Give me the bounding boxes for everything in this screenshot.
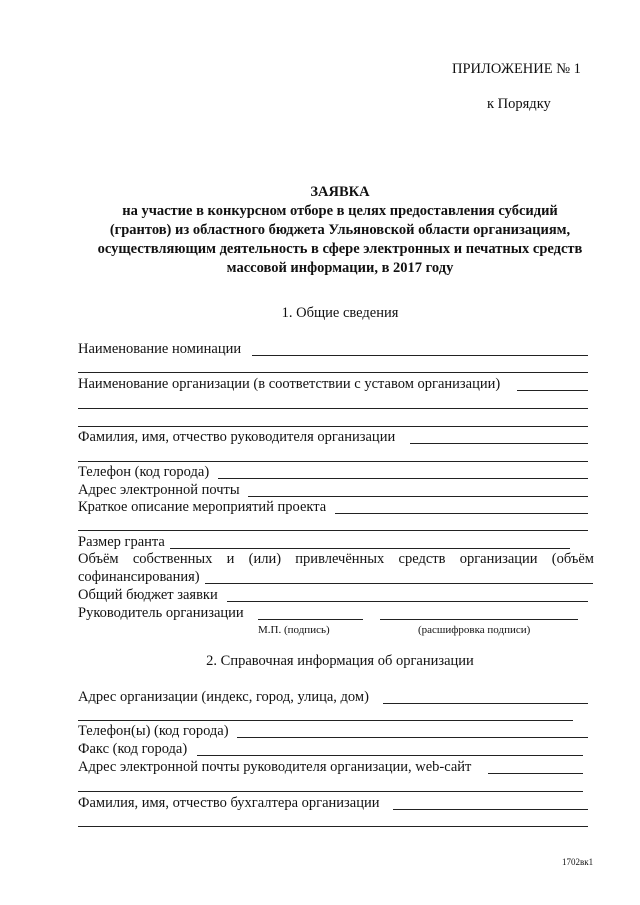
description-label: Краткое описание мероприятий проекта	[78, 499, 327, 515]
accountant-field[interactable]	[393, 809, 588, 810]
email-field[interactable]	[248, 496, 588, 497]
phones-label: Телефон(ы) (код города)	[78, 723, 229, 739]
title-line-1: на участие в конкурсном отборе в целях предоставления субсидий	[122, 203, 558, 219]
description-field[interactable]	[335, 513, 588, 514]
decoding-caption: (расшифровка подписи)	[418, 624, 531, 636]
address-label: Адрес организации (индекс, город, улица, дом)	[78, 689, 369, 705]
phone-field[interactable]	[218, 478, 588, 479]
own-funds-label-1: Объём собственных и (или) привлечённых средств организации (объём	[78, 551, 594, 567]
section2-heading: 2. Справочная информация об организации	[206, 653, 474, 669]
director-signature-field[interactable]	[258, 619, 363, 620]
footer-code: 1702вк1	[562, 857, 594, 867]
fax-field[interactable]	[197, 755, 583, 756]
total-budget-label: Общий бюджет заявки	[78, 587, 218, 603]
director-decoding-field[interactable]	[380, 619, 578, 620]
accountant-field-cont[interactable]	[78, 826, 588, 827]
director-label: Руководитель организации	[78, 605, 244, 621]
phones-field[interactable]	[237, 737, 588, 738]
title-line-2: (грантов) из областного бюджета Ульяновской области организациям,	[109, 222, 571, 238]
director-name-field-cont[interactable]	[78, 461, 588, 462]
director-email-field[interactable]	[488, 773, 583, 774]
email-label: Адрес электронной почты	[78, 482, 240, 498]
description-field-cont[interactable]	[78, 530, 588, 531]
org-name-field[interactable]	[517, 390, 588, 391]
title-line-4: массовой информации, в 2017 году	[226, 260, 454, 276]
nomination-label: Наименование номинации	[78, 341, 242, 357]
own-funds-field[interactable]	[205, 583, 593, 584]
appendix-label: ПРИЛОЖЕНИЕ № 1	[452, 61, 581, 77]
grant-size-field[interactable]	[170, 548, 570, 549]
order-label: к Порядку	[487, 96, 551, 112]
section1-heading: 1. Общие сведения	[281, 305, 399, 321]
stamp-sign-caption: М.П. (подпись)	[258, 624, 330, 636]
nomination-field[interactable]	[252, 355, 588, 356]
title-line-3: осуществляющим деятельность в сфере электронных и печатных средств	[97, 241, 583, 257]
address-field[interactable]	[383, 703, 588, 704]
fax-label: Факс (код города)	[78, 741, 188, 757]
phone-label: Телефон (код города)	[78, 464, 210, 480]
director-email-field-cont[interactable]	[78, 791, 583, 792]
title-heading: ЗАЯВКА	[310, 184, 370, 200]
director-name-label: Фамилия, имя, отчество руководителя организации	[78, 429, 396, 445]
director-name-field[interactable]	[410, 443, 588, 444]
accountant-label: Фамилия, имя, отчество бухгалтера организации	[78, 795, 380, 811]
director-email-label: Адрес электронной почты руководителя организации, web-сайт	[78, 759, 472, 775]
title-block	[60, 183, 620, 278]
total-budget-field[interactable]	[227, 601, 588, 602]
org-name-field-cont-1[interactable]	[78, 408, 588, 409]
address-field-cont[interactable]	[78, 720, 573, 721]
nomination-field-cont[interactable]	[78, 372, 588, 373]
grant-size-label: Размер гранта	[78, 534, 165, 550]
own-funds-label-2: софинансирования)	[78, 569, 200, 585]
org-name-field-cont-2[interactable]	[78, 426, 588, 427]
org-name-label: Наименование организации (в соответствии с уставом организации)	[78, 376, 501, 392]
